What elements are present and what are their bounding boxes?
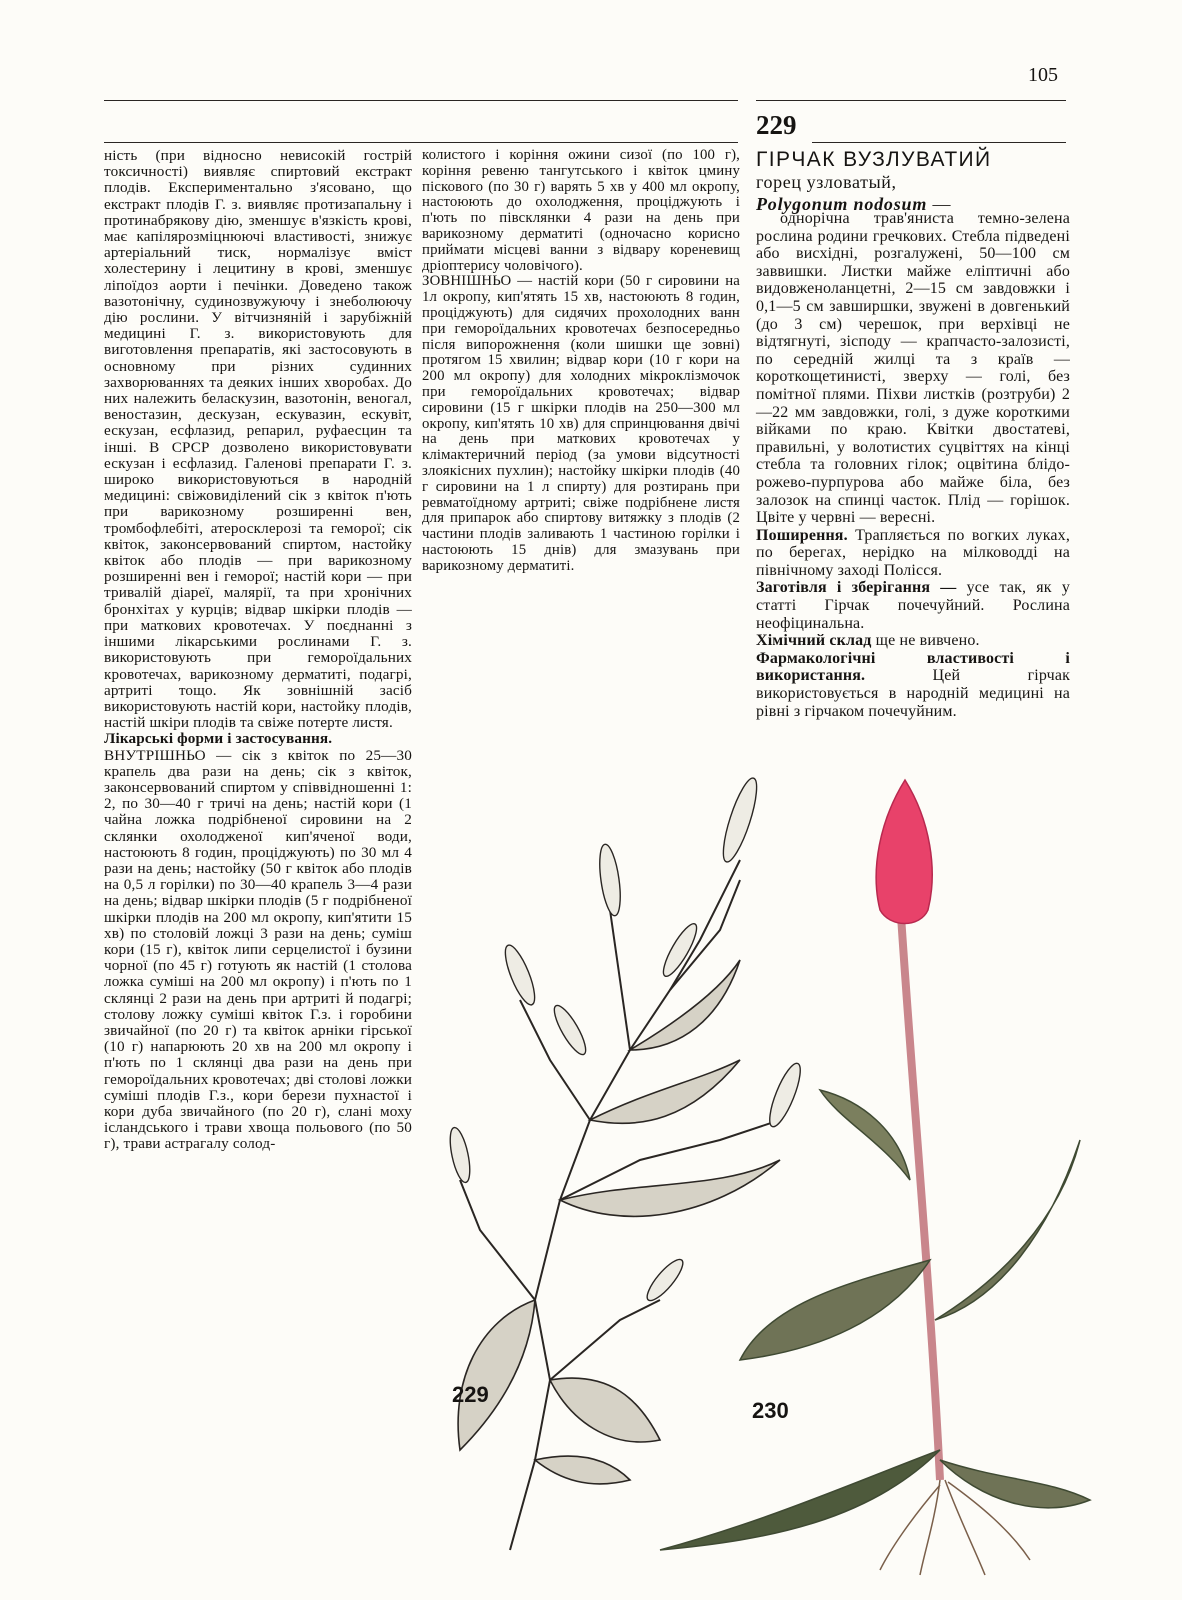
pharm-block bbox=[756, 650, 1070, 720]
storage-text: усе так, як у статті Гірчак почечуйний. Рослина неофіцинальна. bbox=[756, 579, 1070, 632]
external-block bbox=[422, 274, 740, 574]
text-column-2 bbox=[422, 148, 740, 575]
plant-230-flower-spike bbox=[876, 780, 932, 924]
plant-229-branch bbox=[460, 1180, 535, 1300]
figure-label-229: 229 bbox=[452, 1382, 489, 1407]
figure-label-230: 230 bbox=[752, 1398, 789, 1423]
flower-spike bbox=[658, 920, 702, 980]
latin-dash: — bbox=[932, 194, 952, 214]
pharm-text: Цей гірчак використовується в народній медицині на рівні з гірчаком почечуйним. bbox=[756, 667, 1070, 720]
plant-229-leaf bbox=[458, 1300, 535, 1450]
col1-paragraph: ність (при відносно невисокій гострій токсичності) виявляє спиртовий екстракт плодів. Експериментально з'ясовано, що екстракт плодів Г. з. виявляє протизапальну і протинабрякову дію, зменшує в'язкість крові, має капілярозміцнюючі властивості, знижує артеріальний тиск, нормалізує вміст холестерину і лецитину в крові, зменшує ліпоїдоз аорти і печінки. Доведено також вазотонічну, судинозвужуючу і знеболюючу дію рослини. У вітчизняній і зарубіжній медицині Г. з. використовують для виготовлення препаратів, які застосовують в основному при різних судинних захворюваннях та деяких інших хворобах. До них належить беласкузин, вазотонін, веногал, веностазин, дескузан, ескувазин, ескувіт, ескузан, есфлазид, репарил, руфаесцин та інші. В СРСР дозволено використовувати ескузан і есфлазид. Галенові препарати Г. з. широко використовуються в народній медицині: свіжовиділений сік з квіток п'ють при варикозному розширенні вен, тромбофлебіті, атеросклерозі та геморої; сік квіток, законсервований спиртом, настойку квіток або плодів — при варикозному розширенні вен і геморої; настій кори — при тривалій діареї, малярії, та при хронічних бронхітах у курців; відвар шкірки плодів — при маткових кровотечах. У поєднанні з іншими лікарськими рослинами Г. з. використовують при геморoїдальних кровотечах, варикозному дерматиті, подагрі, артриті тощо. Як зовнішній засіб використовують настій кори, настойку плодів, настій шкіри плодів та свіже потерте листя. bbox=[104, 147, 412, 732]
description-text: однорічна трав'яниста темно-зелена рослина родини гречкових. Стебла підведені або висхідні, розгалужені, 50—100 см заввишки. Листки майже еліптичні або видовженоланцетні, 2—15 см завдовжки і 0,1—5 см завширшки, звужені в довгенький (до 3 см) черешок, при верхівці не відтягнуті, зісподу — крапчасто-залозисті, по середній жилці та з країв — короткощетинисті, зверху — голі, без помітної плями. Піхви листків (розтруби) 2—22 мм завдовжки, голі, з дуже короткими війками по краю. Квітки двостатеві, правильні, у волотистих суцвіттях на кінці стебла та головних гілок; оцвітина блідо-рожево-пурпурова або майже біла, без залозок на спинці часток. Плід — горішок. Цвіте у червні — вересні. bbox=[756, 210, 1070, 527]
external-text: — настій кори (50 г сировини на 1л окропу, кип'ятять 15 хв, настоюють 8 годин, проціджують) для сидячих прохолодних ванн при геморoїдальних кровотечах безпосередньо після випорожнення (коли шишки ще зовні) протягом 15 хвилин; відвар кори (10 г кори на 200 мл окропу) для холодних мікроклізмочок при геморoїдальних кровотечах; відвар сировини (15 г шкірки плодів на 250—300 мл окропу, кип'ятять 10 хв) для спринцювання двічі на день при маткових кровотечах у клімактеричний період (за умови відсутності злоякісних пухлин); настойку шкірки плодів (40 г сировини на 1 л спирту) для розтирань при ревматоїдному артриті; свіже подрібнене листя для припарок або спиртову витяжку з плодів (2 частини плодів заливають 1 частиною горілки і настоюють 15 днів) для змазувань при варикозному дерматиті. bbox=[422, 273, 740, 574]
plant-230-leaf bbox=[940, 1460, 1090, 1508]
entry-rule bbox=[812, 142, 1066, 143]
flower-spike bbox=[764, 1060, 806, 1130]
plant-230-leaf bbox=[660, 1450, 940, 1550]
plant-229-leaf bbox=[560, 1160, 780, 1216]
header-rule-right bbox=[756, 100, 1066, 101]
internal-text: — сік з квіток по 25—30 крапель два рази на день; сік з квіток, законсервований спиртом у співвідношенні 1: 2, по 30—40 г тричі на день; настій кори (1 чайна ложка подрібненої сировини на 2 склянки охолодженої кип'яченої води, настоюють 8 годин, проціджують) по 30 мл 4 рази на день; настойку (50 г квіток або плодів на 0,5 л горілки) по 30—40 крапель 3—4 рази на день; відвар шкірки плодів (5 г подрібненої шкірки плодів на 200 мл окропу, кип'ятити 15 хв) по столовій ложці 3 рази на день; суміш кори (15 г), квіток липи серцелистої і бузини чорної (по 45 г) готують як настій (1 столова ложка суміші на 200 мл окропу) і п'ють по 1 склянці 2 рази на день при артриті й подагрі; столову ложку суміші квіток Г.з. і горобини звичайної (по 20 г) та квіток арніки гірської (10 г) напарюють 20 хв на 200 мл окропу і п'ють по 1 склянці два рази на день при геморoїдальних кровотечах; дві столові ложки суміші плодів Г.з., кори берези пухнастої і кори дуба звичайного (по 20 г), слані моху ісландського і трави хвоща польового (по 50 г), трави астрагалу солод- bbox=[104, 746, 412, 1153]
spread-text: Трапляється по вогких луках, по берегах, нерідко на мілководді на північному заході Полісся. bbox=[756, 526, 1070, 579]
botanical-illustration bbox=[440, 760, 1100, 1580]
chem-block bbox=[756, 632, 1070, 650]
plant-229-leaf bbox=[535, 1456, 630, 1484]
entry-number: 229 bbox=[756, 110, 797, 140]
plant-229-branch bbox=[550, 1300, 660, 1380]
plant-230-leaf bbox=[820, 1090, 910, 1180]
forms-block bbox=[104, 731, 412, 1152]
pharm-heading: Фармакологічні властивості і використання. bbox=[756, 649, 1070, 685]
latin-name-text: Polygonum nodosum bbox=[756, 194, 928, 214]
flower-spike bbox=[717, 775, 763, 865]
column-rule-left bbox=[104, 142, 738, 143]
plant-229-branch bbox=[520, 1000, 590, 1120]
plant-229-leaf bbox=[590, 1060, 740, 1123]
spread-heading: Поширення. bbox=[756, 526, 848, 544]
entry-title: ГІРЧАК ВУЗЛУВАТИЙ bbox=[756, 148, 992, 171]
external-label: ЗОВНІШНЬО bbox=[422, 273, 512, 290]
flower-spike bbox=[549, 1002, 591, 1058]
chem-text: ще не вивчено. bbox=[875, 632, 980, 650]
forms-heading: Лікарські форми і застосування. bbox=[104, 730, 333, 748]
spread-block bbox=[756, 527, 1070, 580]
plant-230-stem bbox=[900, 900, 940, 1480]
flower-spike bbox=[642, 1255, 688, 1305]
text-column-1 bbox=[104, 148, 412, 1153]
page-number: 105 bbox=[1028, 64, 1058, 86]
entry-russian-name: горец узловатый, bbox=[756, 172, 897, 192]
plant-229-flower-spikes bbox=[446, 775, 806, 1305]
storage-heading: Заготівля і зберігання — bbox=[756, 579, 957, 597]
plant-230-leaf bbox=[740, 1260, 930, 1360]
root bbox=[920, 1480, 940, 1575]
col2-paragraph: колистого і коріння ожини сизої (по 100 г), коріння ревеню тангутського і квіток цмину піскового (по 30 г) варять 5 хв у 400 мл окропу, настоюють до охолодження, проціджують і п'ють по півсклянки 4 рази на день при варикозному дерматиті (одночасно корисно приймати місцеві ванни з відвару кореневищ дріоптерису чоловічого). bbox=[422, 147, 740, 274]
flower-spike bbox=[596, 843, 624, 917]
flower-spike bbox=[500, 942, 541, 1008]
plant-229-branch bbox=[670, 860, 740, 990]
plant-230-leaf bbox=[935, 1140, 1080, 1320]
internal-label: ВНУТРІШНЬО bbox=[104, 746, 206, 764]
storage-block bbox=[756, 579, 1070, 632]
flower-spike bbox=[446, 1126, 473, 1184]
plant-229-leaf bbox=[550, 1378, 660, 1442]
plant-229-branch bbox=[610, 910, 630, 1050]
text-column-3 bbox=[756, 210, 1070, 720]
chem-heading: Хімічний склад bbox=[756, 632, 872, 650]
plant-229-leaves bbox=[458, 960, 780, 1484]
header-rule-left bbox=[104, 100, 738, 101]
